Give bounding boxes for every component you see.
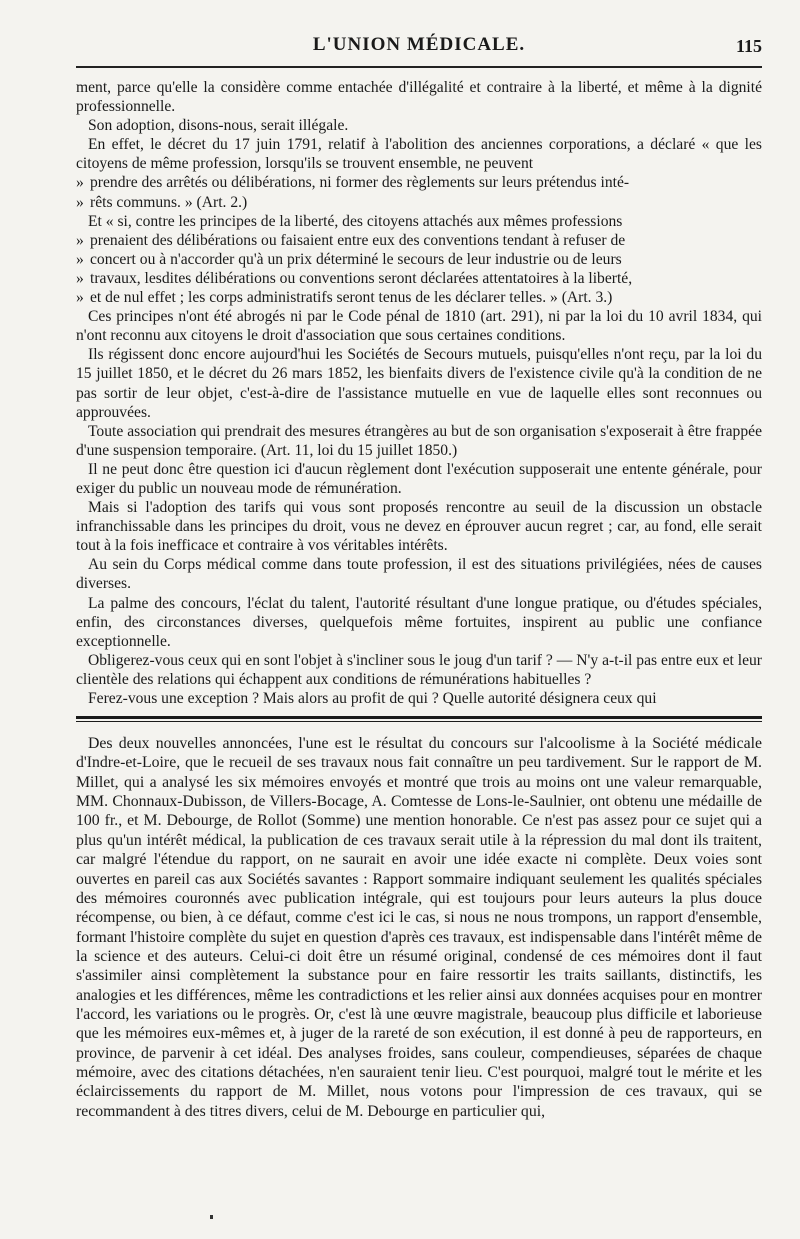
paragraph: Des deux nouvelles annoncées, l'une est le résultat du concours sur l'alcoolisme à la Société médicale d'Indre-et-Loire, que le recueil de ses travaux nous fait connaître un peu tardivement. Sur le rapport de M. Millet, qui a analysé les six mémoires envoyés et montré que trois au moins ont une valeur remarquable, MM. Chonnaux-Dubisson, de Villers-Bocage, A. Comtesse de Lons-le-Saulnier, ont obtenu une médaille de 100 fr., et M. Debourge, de Rollot (Somme) une mention honorable. Ce n'est pas assez pour ce sujet qui a plus qu'un intérêt médical, la publication de ces travaux serait utile à la répression du mal dont ils traitent, car malgré l'étendue du rapport, on ne saurait en avoir une idée exacte ni complète. Deux voies sont ouvertes en pareil cas aux Sociétés savantes : Rapport sommaire indiquant seulement les qualités spéciales des mémoires couronnés avec publication intégrale, qui est toujours pour leurs auteurs la plus douce récompense, ou bien, à ce défaut, comme c'est ici le cas, si nous ne nous trompons, un rapport d'ensemble, formant l'histoire complète du sujet en question d'après ces travaux, est indispensable dans l'intérêt même de la science et des auteurs. Celui-ci doit être un résumé original, condensé de ces mémoires dont il faut s'assimiler ainsi complètement la substance pour en faire ressortir les traits saillants, distinctifs, les analogies et les différences, même les contradictions et les relier ainsi aux données acquises pour en montrer l'accord, les variations ou le progrès. Or, c'est là une œuvre magistrale, beaucoup plus difficile et laborieuse que les mémoires eux-mêmes et, à juger de la rareté de son exécution, il est donné à peu de rapporteurs, en province, de parvenir à cet idéal. Des analyses froides, sans couleur, compendieuses, séparées de chaque mémoire, avec des citations détachées, n'en sauraient tenir lieu. C'est pourquoi, malgré tout le mérite et les éclaircissements du rapport de M. Millet, nous votons pour l'impression de ces travaux, qui se recommandent à des titres divers, celui de M. Debourge en particulier qui, xyxy=(76,735,762,1120)
paragraph: Au sein du Corps médical comme dans toute profession, il est des situations privilégiées, nées de causes diverses. xyxy=(76,556,762,593)
paragraph: Ces principes n'ont été abrogés ni par le Code pénal de 1810 (art. 291), ni par la loi du 10 avril 1834, qui n'ont reconnu aux citoyens le droit d'association que sous certaines conditions. xyxy=(76,308,762,345)
paragraph: Son adoption, disons-nous, serait illégale. xyxy=(88,117,349,135)
paragraph: Ils régissent donc encore aujourd'hui les Sociétés de Secours mutuels, puisqu'elles n'ont reçu, par la loi du 15 juillet 1850, et le décret du 26 mars 1852, les bienfaits divers de l'existence civile qu'à la condition de ne pas sortir de leur objet, c'est-à-dire de l'assistance mutuelle en vue de laquelle elles sont reconnues ou approuvées. xyxy=(76,346,762,421)
main-text xyxy=(76,78,762,708)
quote-line: » travaux, lesdites délibérations ou conventions seront déclarées attentatoires à la liberté, xyxy=(76,269,762,288)
running-head xyxy=(76,28,762,62)
paragraph: Et « si, contre les principes de la liberté, des citoyens attachés aux mêmes professions xyxy=(88,212,623,230)
ink-speck xyxy=(210,1215,213,1219)
paragraph: Il ne peut donc être question ici d'aucun règlement dont l'exécution supposerait une entente générale, pour exiger du public un nouveau mode de rémunération. xyxy=(76,460,762,497)
paragraph: La palme des concours, l'éclat du talent, l'autorité résultant d'une longue pratique, ou d'études spéciales, enfin, des circonstances diverses, quelquefois même fortuites, inspirent au public une confiance exceptionnelle. xyxy=(76,594,762,650)
quote-line: » prenaient des délibérations ou faisaient entre eux des conventions tendant à refuser de xyxy=(76,231,762,250)
quote-line: » rêts communs. » (Art. 2.) xyxy=(76,193,762,212)
quote-line: » concert ou à n'accorder qu'à un prix déterminé le secours de leur industrie ou de leurs xyxy=(76,250,762,269)
header-rule xyxy=(76,66,762,68)
paragraph: Mais si l'adoption des tarifs qui vous sont proposés rencontre au seuil de la discussion un obstacle infranchissable dans les principes du droit, vous ne devez en éprouver aucun regret ; car, au fond, elle serait tout à la fois inefficace et contraire à vos véritables intérêts. xyxy=(76,499,762,555)
section-divider xyxy=(76,716,762,722)
paragraph: Toute association qui prendrait des mesures étrangères au but de son organisation s'exposerait à être frappée d'une suspension temporaire. (Art. 11, loi du 15 juillet 1850.) xyxy=(76,422,762,459)
paragraph: Obligerez-vous ceux qui en sont l'objet à s'incliner sous le joug d'un tarif ? — N'y a-t-il pas entre eux et leur clientèle des relations qui échappent aux conditions de rémunérations habituelles ? xyxy=(76,651,762,688)
quote-line: » prendre des arrêtés ou délibérations, ni former des règlements sur leurs prétendus inté- xyxy=(76,173,762,192)
feuilleton-text xyxy=(76,734,762,1121)
quote-line: » et de nul effet ; les corps administratifs seront tenus de les déclarer telles. » (Art. 3.) xyxy=(76,288,762,307)
paragraph: Ferez-vous une exception ? Mais alors au profit de qui ? Quelle autorité désignera ceux qui xyxy=(88,690,657,707)
paragraph: ment, parce qu'elle la considère comme entachée d'illégalité et contraire à la liberté, et même à la dignité professionnelle. xyxy=(76,79,762,116)
paragraph: En effet, le décret du 17 juin 1791, relatif à l'abolition des anciennes corporations, a déclaré « que les citoyens de même profession, lorsqu'ils se trouvent ensemble, ne peuvent xyxy=(76,136,762,173)
journal-title: L'UNION MÉDICALE. xyxy=(312,34,526,55)
page-number: 115 xyxy=(735,36,762,56)
